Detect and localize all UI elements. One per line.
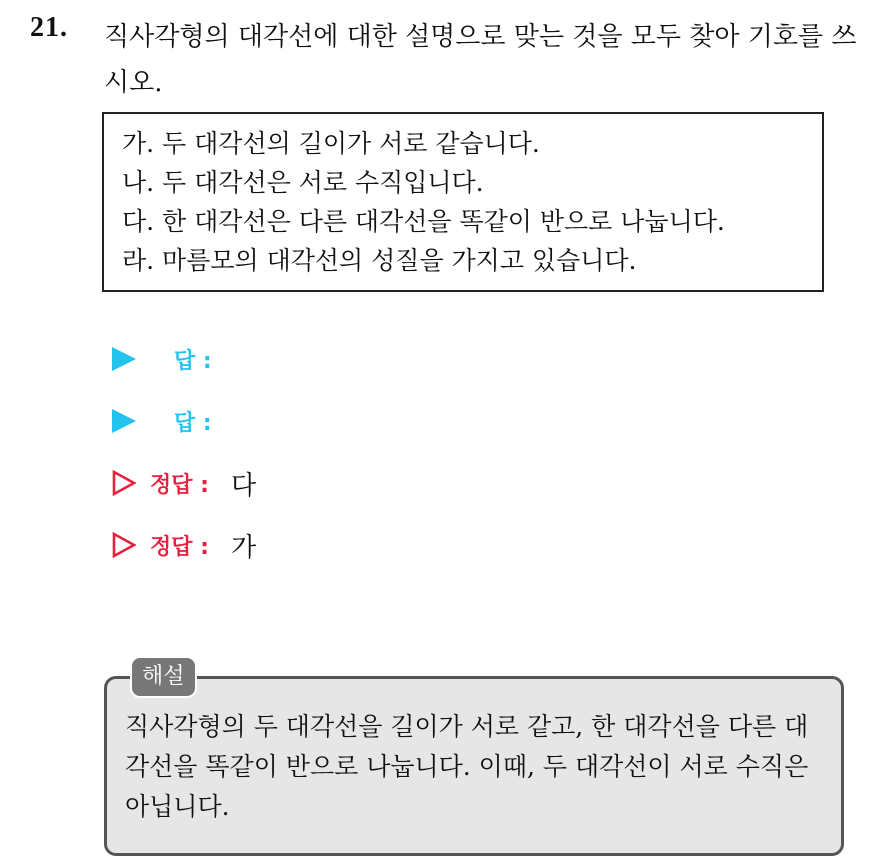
play-triangle-icon xyxy=(112,409,136,433)
question-number: 21. xyxy=(30,12,68,43)
correct-answer-label: 정답 : xyxy=(150,472,209,498)
option-da: 다. 한 대각선은 다른 대각선을 똑같이 반으로 나눕니다. xyxy=(122,207,725,236)
option-na: 나. 두 대각선은 서로 수직입니다. xyxy=(122,168,484,197)
options-box xyxy=(102,112,824,292)
question-text: 직사각형의 대각선에 대한 설명으로 맞는 것을 모두 찾아 기호를 쓰시오. xyxy=(104,22,857,98)
explanation-box xyxy=(104,676,844,856)
answer-label: 답 : xyxy=(174,410,212,436)
answer-slot-2[interactable] xyxy=(112,401,212,441)
answer-label: 답 : xyxy=(174,348,212,374)
outline-triangle-icon xyxy=(112,470,136,496)
outline-triangle-icon xyxy=(112,532,136,558)
play-triangle-icon xyxy=(112,347,136,371)
correct-answer-1 xyxy=(112,463,256,503)
option-ra: 라. 마름모의 대각선의 성질을 가지고 있습니다. xyxy=(122,246,637,275)
explanation-text: 직사각형의 두 대각선을 길이가 서로 같고, 한 대각선을 다른 대각선을 똑같이 반으로 나눕니다. 이때, 두 대각선이 서로 수직은 아닙니다. xyxy=(125,712,809,821)
correct-answer-label: 정답 : xyxy=(150,534,209,560)
option-ga: 가. 두 대각선의 길이가 서로 같습니다. xyxy=(122,129,540,158)
explanation-tab: 해설 xyxy=(130,656,197,698)
correct-answer-value: 가 xyxy=(230,532,257,563)
correct-answer-2 xyxy=(112,525,256,565)
answer-slot-1[interactable] xyxy=(112,339,212,379)
correct-answer-value: 다 xyxy=(230,470,257,501)
